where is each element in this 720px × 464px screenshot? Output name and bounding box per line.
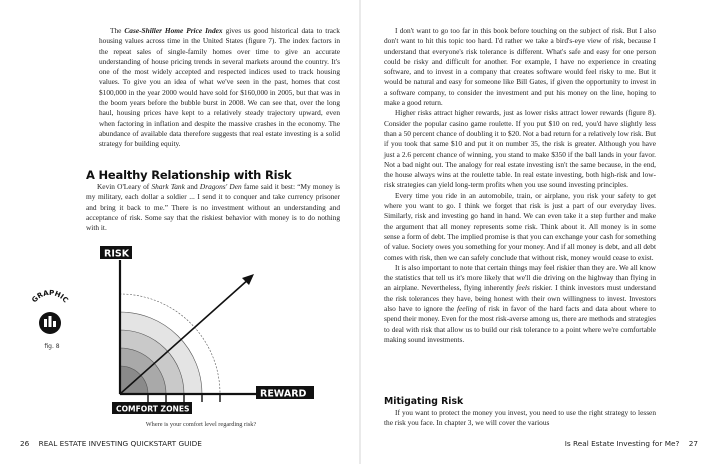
mitigating-risk-heading: Mitigating Risk: [384, 396, 464, 407]
right-paragraph-1: I don't want to go too far in this book before touching on the subject of risk. But I also don't want to hit this topic too hard. I'd rather we take a bird's-eye view of risk, because I understand that everyone's risk tolerance is different. What's safe and easy for one person could be risky and difficult for another. For example, I have no experience in creating software, and to invest in a company that creates software would feel risky to me. But it would be natural and easy for someone like Bill Gates, if given the opportunity to invest in a software company, to consider the investment and put his money on the line, hoping to make a good return.: [384, 26, 656, 108]
section-run: and: [184, 182, 200, 191]
section-heading: A Healthy Relationship with Risk: [86, 168, 292, 182]
intro-text-block: [99, 26, 340, 150]
risk-label: RISK: [104, 248, 130, 260]
intro-paragraph: [99, 26, 340, 150]
right-paragraph-3: Every time you ride in an automobile, train, or airplane, you risk your safety to get where you want to go. I think we forget that risk is just a part of our everyday lives. Similarly, risk and investing go hand in hand. We can even take it a step further and make the argument that all money represents some risk. Think about it. All money is in some sense a form of debt. The implied promise is that you can exchange your cash for something of value. Society owes you something for your money. And if all money is debt, and all debt comes with risk, then we can safely conclude that without risk, money would cease to exist.: [384, 190, 656, 262]
right-page-number: 27: [688, 439, 698, 448]
intro-run: gives us good historical data to track housing values across time in the United States (figure 7). The index factors in the repeat sales of single-family homes over time to give an accurate understanding of house pricing trends in several markets around the country. It's one of the most widely accepted and respected indices used to track housing values. To give you an idea of what we've seen in the past, homes that cost $100,000 in the year 2000 would have sold for $160,000 in 2005, but that was in the boom years before the bubble burst in 2008. We can see that, over the long haul, housing prices have kept to a relatively steady trajectory upward, even when factoring in inflation and despite the massive crashes in the economy. The abundance of available data therefore suggests that real estate investing is a solid strategy for building equity.: [99, 26, 340, 149]
right-paragraph-2: Higher risks attract higher rewards, just as lower risks attract lower rewards (figure 8). Consider the popular casino game roulette. If you put $10 on red, you'd have slightly less than a 50 percent chance of doubling it to $20. Not a bad return for a relatively low risk. But if you took that same $10 and put it on number 35, the risk is greater. Although you have just a 2.6 percent chance of winning, you stand to make $350 if the ball lands in your favor. Not a bad night out. The analogy for real estate investing isn't the same because, in the end, the house always wins at the roulette table. In real estate investing, both high-risk and low-risk strategies can yield long-term profits when you use sound investing principles.: [384, 108, 656, 190]
intro-run: Case-Shiller Home Price Index: [124, 26, 223, 35]
risk-reward-chart: [86, 240, 316, 420]
comfort-zones-label: COMFORT ZONES: [116, 404, 190, 414]
section-text-block: [86, 182, 340, 233]
right-paragraph-5: If you want to protect the money you invest, you need to use the right strategy to lessen the risk you face. In chapter 3, we will cover the various: [384, 408, 656, 428]
mixed-run: It is also important to note that certain things may feel riskier than they are. We all know the statistics that tell us it's more likely that we'll die driving on the highway than flying in an airplane. Nevertheless, flying inherently: [384, 262, 656, 293]
right-text-block: [384, 26, 656, 345]
section-run: Kevin O'Leary of: [97, 182, 152, 191]
book-gutter: [359, 0, 361, 464]
section-run: Shark Tank: [151, 182, 185, 191]
reward-label: REWARD: [260, 388, 307, 400]
left-page-number: 26: [20, 439, 30, 448]
left-footer: [20, 439, 202, 448]
figure-caption: Where is your comfort level regarding risk?: [145, 421, 257, 428]
book-title: REAL ESTATE INVESTING QUICKSTART GUIDE: [38, 439, 202, 448]
right-paragraph-4: [384, 263, 656, 345]
badge-text: GRAPHIC: [30, 288, 70, 305]
comfort-zone-markers: [148, 395, 220, 402]
right-footer: [565, 439, 698, 448]
figure-number: fig. 8: [44, 343, 60, 350]
section-run: fame said it best: “My money is my military, each dollar a soldier ... I send it to conquer and take currency prisoner and bring it back to me.” There is no investment without an understanding and acceptance of risk. Some say that the riskiest behavior with money is to do nothing with it.: [86, 182, 340, 233]
intro-rich-text: [99, 26, 340, 148]
intro-prefix: The: [110, 26, 125, 35]
comfort-zone-bands: [120, 294, 220, 394]
mixed-run: feeling: [456, 304, 477, 314]
section-paragraph: [86, 182, 340, 233]
section-run: Dragons' Den: [199, 182, 242, 191]
mixed-run: feels: [516, 283, 530, 293]
mixed-run: riskier. I think investors must understand the risk tolerances they have, being honest with their own willingness to invest. Investors also have to ignore the: [384, 283, 656, 314]
mixed-run: of risk in favor of the hard facts and data about where to spend their money. Even for the most risk-averse among us, there are methods and strategies to deal with risk that allow us to build our risk tolerance to a point where we're comfortable making sound investments.: [384, 304, 656, 344]
chapter-title: Is Real Estate Investing for Me?: [564, 439, 680, 448]
mitigating-text-block: [384, 408, 656, 429]
